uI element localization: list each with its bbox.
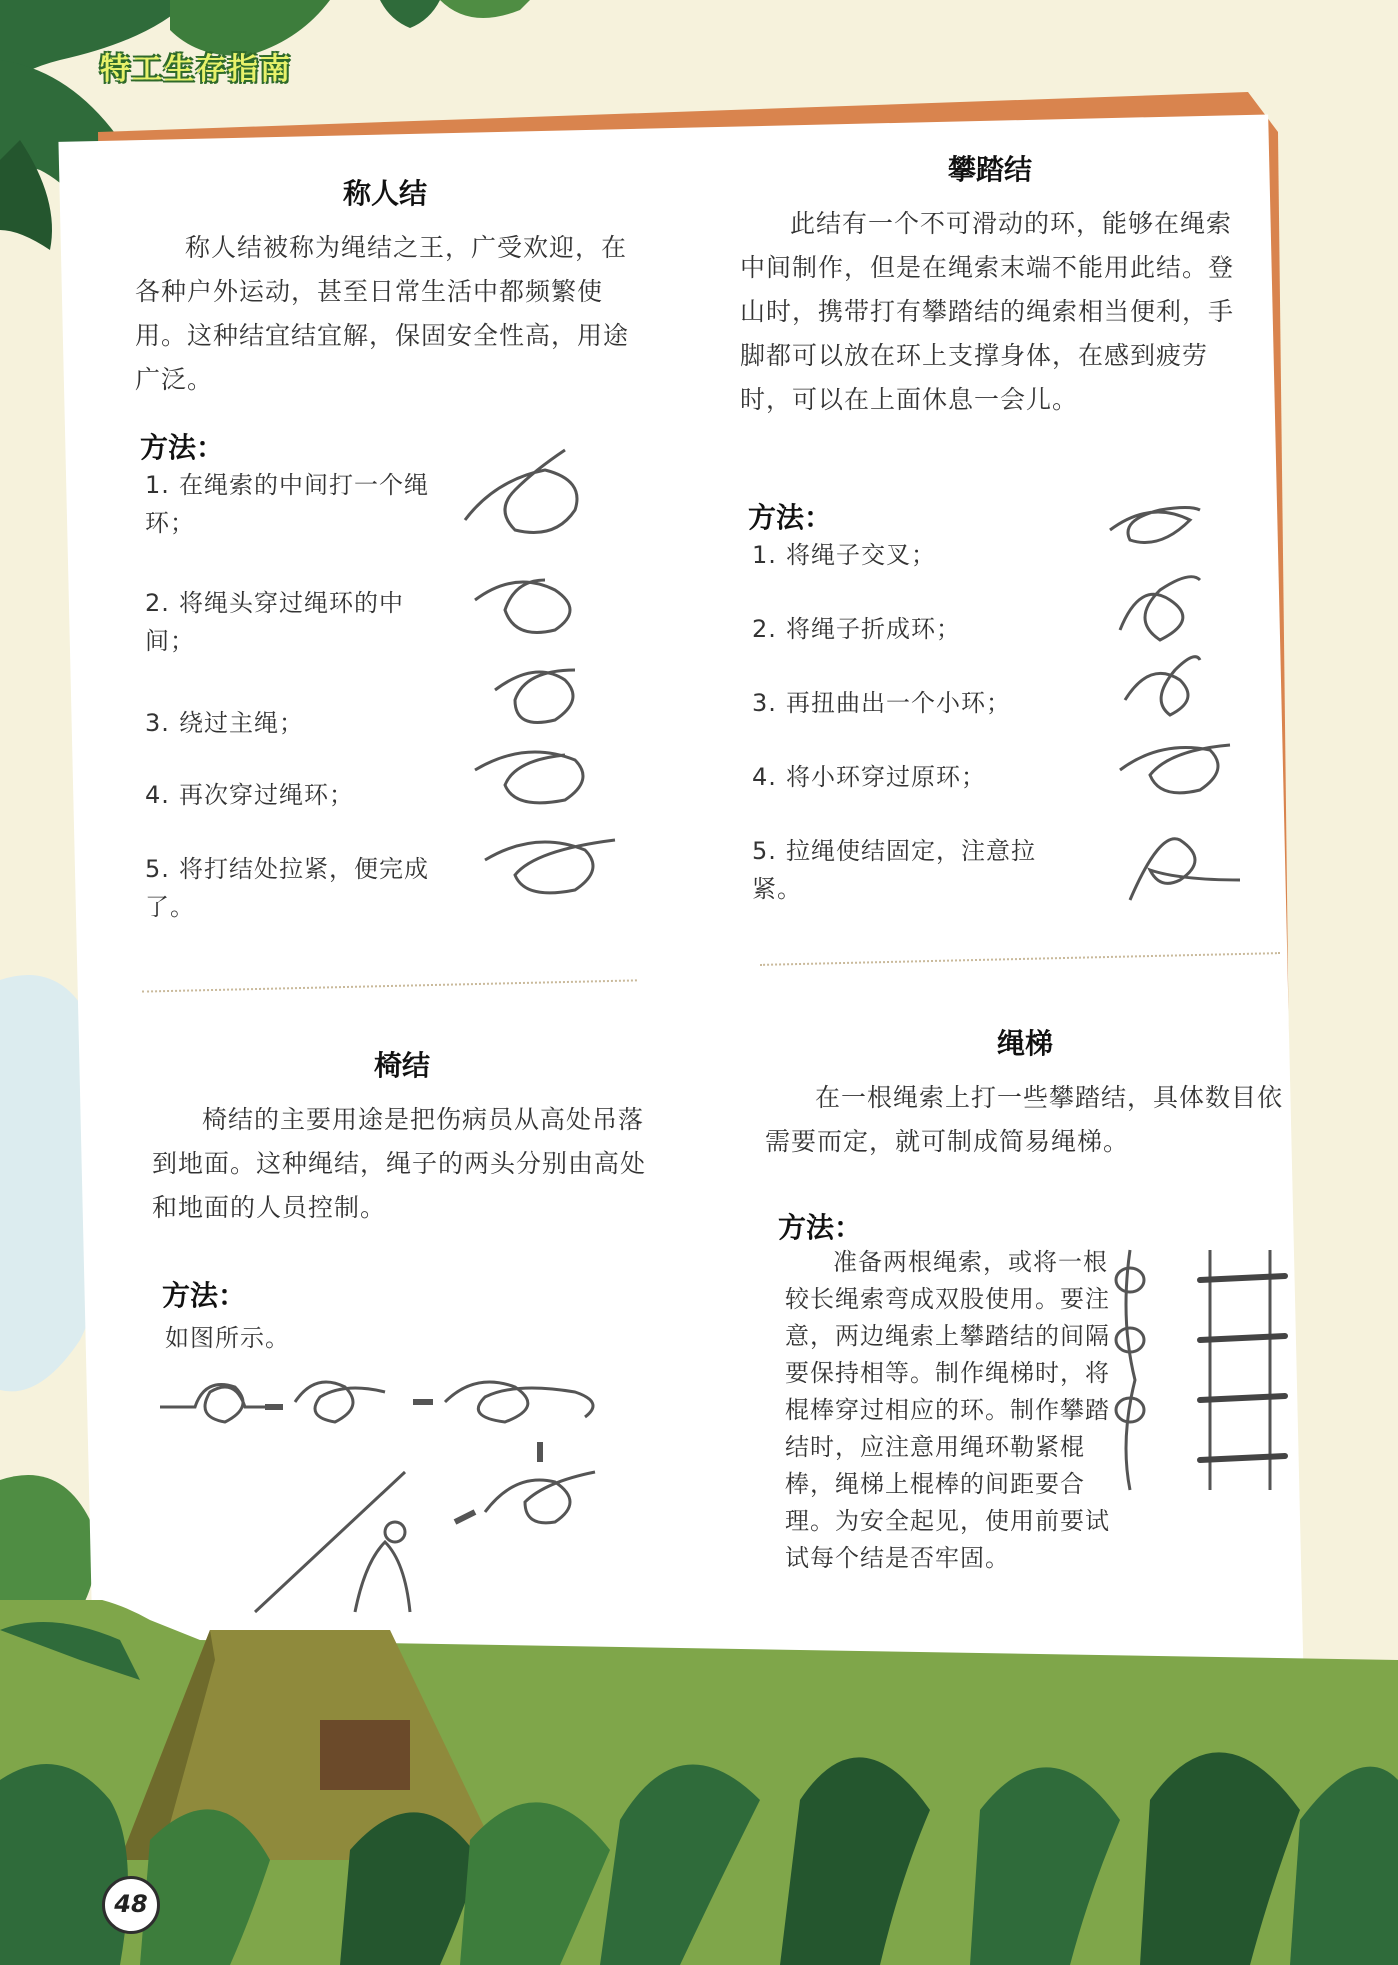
method-text: 如图所示。 bbox=[165, 1324, 290, 1352]
section-title: 攀踏结 bbox=[947, 153, 1032, 186]
step-item: 5. 将打结处拉紧，便完成了。 bbox=[145, 855, 429, 921]
step-item: 3. 绕过主绳； bbox=[145, 709, 304, 737]
section-desc: 在一根绳索上打一些攀踏结，具体数目依需要而定，就可制成简易绳梯。 bbox=[765, 1083, 1284, 1156]
section-chair-knot bbox=[152, 1044, 652, 1230]
section-alpine-butterfly bbox=[740, 148, 1240, 422]
section-desc: 称人结被称为绳结之王，广受欢迎，在各种户外运动，甚至日常生活中都频繁使用。这种结宜结宜解，保固安全性高，用途广泛。 bbox=[135, 233, 630, 394]
method-text: 准备两根绳索，或将一根较长绳索弯成双股使用。要注意，两边绳索上攀踏结的间隔要保持相等。制作绳梯时，将棍棒穿过相应的环。制作攀踏结时，应注意用绳环勒紧棍棒，绳梯上棍棒的间距要合理。为安全起见，使用前要试试每个结是否牢固。 bbox=[785, 1248, 1110, 1572]
rope-ladder-illustration bbox=[1090, 1240, 1320, 1500]
bowline-step-illustrations bbox=[455, 440, 635, 920]
chair-knot-illustration bbox=[155, 1362, 655, 1622]
method-label: 方法： bbox=[162, 1279, 247, 1312]
section-title: 称人结 bbox=[342, 177, 427, 210]
method-label: 方法： bbox=[140, 431, 225, 464]
section-desc: 椅结的主要用途是把伤病员从高处吊落到地面。这种绳结，绳子的两头分别由高处和地面的人员控制。 bbox=[152, 1105, 647, 1222]
alpine-butterfly-step-illustrations bbox=[1100, 500, 1260, 920]
section-bowline bbox=[135, 172, 635, 402]
section-title: 绳梯 bbox=[996, 1027, 1053, 1060]
ground-scenery-icon bbox=[0, 1600, 1398, 1965]
step-item: 1. 将绳子交叉； bbox=[752, 541, 936, 569]
step-item: 5. 拉绳使结固定，注意拉紧。 bbox=[752, 837, 1036, 903]
section-title: 椅结 bbox=[373, 1049, 430, 1082]
step-item: 2. 将绳头穿过绳环的中间； bbox=[145, 589, 404, 655]
section-rope-ladder bbox=[765, 1022, 1285, 1164]
series-title: 特工生存指南 bbox=[100, 52, 292, 87]
step-item: 2. 将绳子折成环； bbox=[752, 615, 961, 643]
step-item: 3. 再扭曲出一个小环； bbox=[752, 689, 1011, 717]
steps-list bbox=[145, 466, 435, 926]
step-item: 4. 再次穿过绳环； bbox=[145, 781, 354, 809]
method-label: 方法： bbox=[748, 501, 833, 534]
page-number: 48 bbox=[102, 1876, 160, 1934]
steps-list bbox=[752, 536, 1072, 908]
step-item: 4. 将小环穿过原环； bbox=[752, 763, 986, 791]
method-label: 方法： bbox=[778, 1211, 863, 1244]
step-item: 1. 在绳索的中间打一个绳环； bbox=[145, 471, 429, 537]
section-desc: 此结有一个不可滑动的环，能够在绳索中间制作，但是在绳索末端不能用此结。登山时，携带打有攀踏结的绳索相当便利，手脚都可以放在环上支撑身体，在感到疲劳时，可以在上面休息一会儿。 bbox=[740, 209, 1235, 414]
